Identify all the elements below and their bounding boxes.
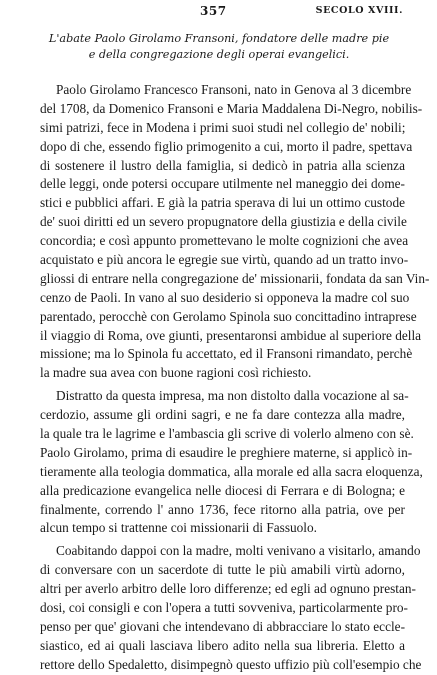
text-line: la madre sua avea con buone ragioni così richiesto. xyxy=(40,365,312,381)
text-line: acquistato e più ancora le egregie sue virtù, quando ad un tratto invo- xyxy=(40,252,409,268)
text-line: siastico, ed ai quali lasciava libero adito nella sua libreria. Eletto a xyxy=(40,637,405,653)
text-line: Coabitando dappoi con la madre, molti venivano a visitarlo, amando xyxy=(56,543,421,559)
text-line: de' suoi diritti ed un severo propugnatore della giustizia e della civile xyxy=(40,214,407,230)
paragraph xyxy=(40,81,430,383)
chapter-title xyxy=(38,31,400,63)
paragraph xyxy=(40,542,422,674)
text-line: del 1708, da Domenico Fransoni e Maria Maddalena Di-Negro, nobilis- xyxy=(40,100,423,116)
text-line: altri per averlo arbitro delle loro differenze; ed egli ad ognuno prestan- xyxy=(40,581,416,597)
text-line: di conversare con un sacerdote di tutte le più amabili virtù adorno, xyxy=(40,562,405,578)
text-line: alcun tempo si trattenne coi missionarii di Fassuolo. xyxy=(40,520,317,536)
text-line: dosi, coi consigli e con l'opera a tutti sovveniva, particolarmente pro- xyxy=(40,600,408,616)
text-line: delle leggi, onde potersi occupare utilmente nel maneggio dei dome- xyxy=(40,176,405,192)
text-line: Paolo Girolamo Francesco Fransoni, nato in Genova al 3 dicembre xyxy=(56,82,412,97)
text-line: la quale tra le lagrime e l'ambascia gli scrive di volerlo almeno con sè. xyxy=(40,426,414,442)
body-text xyxy=(40,81,430,675)
text-line: stici e pubblici affari. E già la patria sperava di lui un ottimo custode xyxy=(40,195,405,211)
text-line: gliossi di entrare nella congregazione de' missionarii, fondata da san Vin- xyxy=(40,270,430,286)
text-line: penso per que' giovani che intendevano di abbracciare lo stato eccle- xyxy=(40,618,405,634)
text-line: di sostenere il lustro della famiglia, si dedicò in patria alla scienza xyxy=(40,157,405,173)
text-line: Distratto da questa impresa, ma non distolto dalla vocazione al sa- xyxy=(56,388,409,404)
text-line: cerdozio, assume gli ordini sagri, e ne fa dare contezza alla madre, xyxy=(40,407,405,423)
text-line: parentado, perocchè con Gerolamo Spinola suo concittadino intraprese xyxy=(40,308,417,324)
chapter-title-line-1: L'abate Paolo Girolamo Fransoni, fondatore delle madre pie xyxy=(48,32,390,45)
paragraph xyxy=(40,387,423,538)
text-line: dopo di che, essendo figlio primogenito a cui, morto il padre, spettava xyxy=(40,138,413,154)
text-line: il viaggio di Roma, ove giunti, presentaronsi ambidue al superiore della xyxy=(40,327,422,343)
chapter-title-line-2: e della congregazione degli operai evangelici. xyxy=(88,48,350,61)
running-head xyxy=(0,4,437,20)
text-line: concordia; e così appunto promettevano le molte cognizioni che avea xyxy=(40,233,409,249)
text-line: rettore dello Spedaletto, disimpegnò questo uffizio più coll'esempio che xyxy=(40,656,422,672)
section-label: SECOLO XVIII. xyxy=(315,5,403,16)
text-line: alla predicazione evangelica nelle diocesi di Ferrara e di Bologna; e xyxy=(40,482,405,498)
page-number: 357 xyxy=(200,4,227,18)
text-line: Paolo Girolamo, prima di esaudire le preghiere materne, si applicò in- xyxy=(40,444,413,460)
text-line: tieramente alla teologia dommatica, alla morale ed alla sacra eloquenza, xyxy=(40,463,423,479)
text-line: finalmente, correndo l' anno 1736, fece ritorno alla patria, ove per xyxy=(40,501,405,517)
text-line: simi patrizi, fece in Modena i primi suoi studi nel collegio de' nobili; xyxy=(40,119,406,135)
text-line: missione; ma lo Spinola fu accettato, ed il Fransoni rimandato, perchè xyxy=(40,346,413,362)
text-line: cenzo de Paoli. In vano al suo desiderio si opponeva la madre col suo xyxy=(40,289,410,305)
